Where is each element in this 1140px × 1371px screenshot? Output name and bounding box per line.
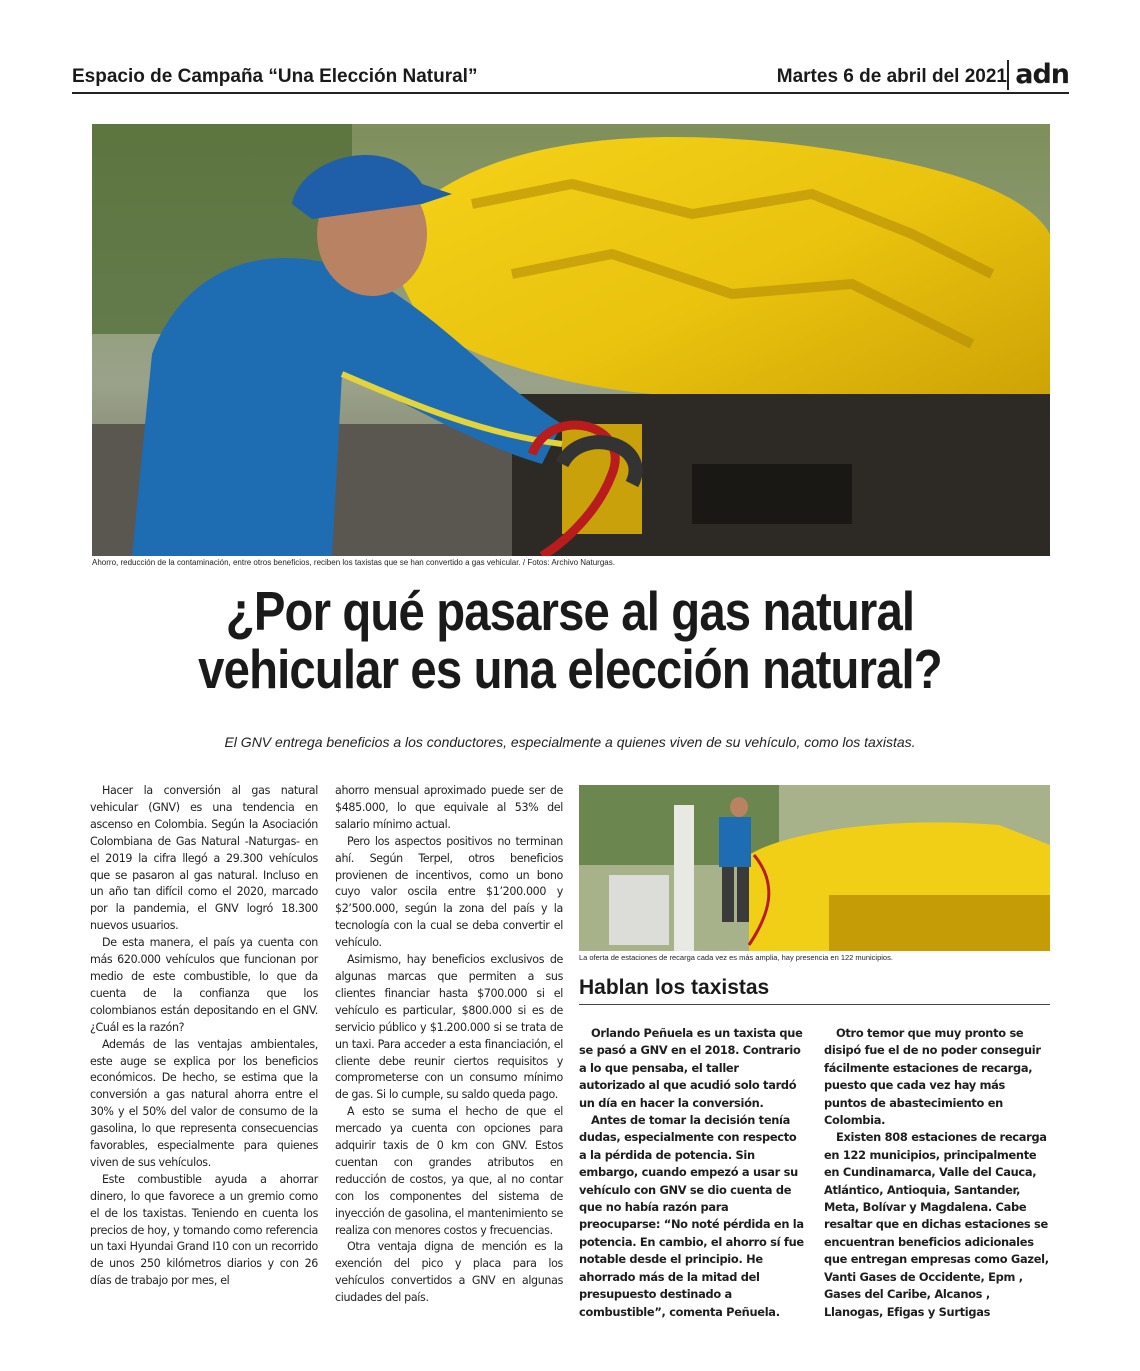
headline-line-1: ¿Por qué pasarse al gas natural [225, 580, 915, 642]
section-column-1 [579, 1025, 805, 1321]
paragraph: A esto se suma el hecho de que el mercado ya cuenta con opciones para adquirir taxis de 0 km con GNV. Estos cuentan con grandes atributos en reducción de costos, ya que, al no contar con los componentes del sistema de inyección de gasolina, el mantenimiento se realiza con menores costos y frecuencias. [335, 1105, 563, 1237]
main-photo [92, 124, 1050, 556]
paragraph: Otro temor que muy pronto se disipó fue el de no poder conseguir fácilmente estaciones de recarga, puesto que cada vez hay más puntos de abastecimiento en Colombia. [824, 1026, 1041, 1128]
section-title: Hablan los taxistas [579, 976, 1050, 1005]
paragraph: Orlando Peñuela es un taxista que se pasó a GNV en el 2018. Contrario a lo que pensaba, el taller autorizado al que acudió solo tardó un día en hacer la conversión. [579, 1026, 803, 1110]
second-photo-caption: La oferta de estaciones de recarga cada vez es más amplia, hay presencia en 122 municipios. [579, 953, 893, 962]
paragraph: Además de las ventajas ambientales, este auge se explica por los beneficios económicos. De hecho, se estima que la conversión a gas natural ahorra entre el 30% y el 50% del valor de consumo de la gasolina, lo que representa consecuencias favorables, especialmente para quienes viven de sus vehículos. [90, 1037, 318, 1169]
page-header [72, 59, 1069, 94]
gas-station-taxis-photo [579, 785, 1050, 951]
subtitle: El GNV entrega beneficios a los conductores, especialmente a quienes viven de su vehículo, como los taxistas. [224, 734, 916, 750]
paragraph: Este combustible ayuda a ahorrar dinero, lo que favorece a un gremio como el de los taxistas. Teniendo en cuenta los precios de hoy, y tomando como referencia un taxi Hyundai Grand I10 con un recorrido de unos 250 kilómetros diarios y con 26 días de trabajo por mes, el [90, 1172, 318, 1288]
headline-line-2: vehicular es una elección natural? [198, 638, 942, 700]
paragraph: Antes de tomar la decisión tenía dudas, especialmente con respecto a la pérdida de potencia. Sin embargo, cuando empezó a usar su vehículo con GNV se dio cuenta de que no había razón para preocuparse: “No noté pérdida en la potencia. En cambio, el ahorro sí fue notable desde el principio. He ahorrado más de la mitad del presupuesto destinado a combustible”, comenta Peñuela. [579, 1113, 804, 1319]
publication-date: Martes 6 de abril del 2021 [776, 66, 1007, 87]
paragraph: ahorro mensual aproximado puede ser de $485.000, lo que equivale al 53% del salario mínimo actual. [335, 784, 563, 831]
article-column-1 [90, 783, 318, 1290]
main-photo-caption: Ahorro, reducción de la contaminación, entre otros beneficios, reciben los taxistas que se han convertido a gas vehicular. / Fotos: Archivo Naturgas. [92, 558, 615, 567]
paragraph: Existen 808 estaciones de recarga en 122 municipios, principalmente en Cundinamarca, Valle del Cauca, Atlántico, Antioquia, Santander, Meta, Bolívar y Magdalena. Cabe resaltar que en dichas estaciones se encuentran beneficios adicionales que entregan empresas como Gazel, Vanti Gases de Occidente, Epm , Gases del Caribe, Alcanos , Llanogas, Efigas y Surtigas [824, 1130, 1049, 1319]
campaign-title: Espacio de Campaña “Una Elección Natural” [72, 66, 478, 87]
mechanic-refueling-taxi-photo [92, 124, 1050, 556]
paragraph: Hacer la conversión al gas natural vehicular (GNV) es una tendencia en ascenso en Colombia. Según la Asociación Colombiana de Gas Natural -Naturgas- en el 2019 la cifra llegó a 29.300 vehículos que se pasaron al gas natural. Incluso en un año tan difícil como el 2020, marcado por la pandemia, el GNV logró 18.300 nuevos usuarios. [90, 784, 318, 933]
paragraph: Otra ventaja digna de mención es la exención del pico y placa para los vehículos convertidos a GNV en algunas ciudades del país. [335, 1240, 563, 1305]
paragraph: Asimismo, hay beneficios exclusivos de algunas marcas que permiten a sus clientes financiar hasta $700.000 si el vehículo es particular, $800.000 si es de servicio público y $1.200.000 si se trata de un taxi. Para acceder a esta financiación, el cliente debe reunir ciertos requisitos y comprometerse con un consumo mínimo de gas. Si lo cumple, su saldo queda pago. [335, 953, 563, 1102]
article-column-2 [335, 783, 563, 1307]
paragraph: Pero los aspectos positivos no terminan ahí. Según Terpel, otros beneficios provienen de incentivos, como un bono cuyo valor oscila entre $1’200.000 y $2’500.000, según la zona del país y la tecnología con la cual se deba convertir el vehículo. [335, 834, 563, 950]
second-photo [579, 785, 1050, 951]
section-column-2 [824, 1025, 1050, 1321]
paragraph: De esta manera, el país ya cuenta con más 620.000 vehículos que funcionan por medio de este combustible, lo que da cuenta de la confianza que los colombianos están depositando en el GNV. ¿Cuál es la razón? [90, 936, 318, 1034]
adn-logo: adn [1007, 60, 1069, 90]
headline [80, 582, 1060, 698]
